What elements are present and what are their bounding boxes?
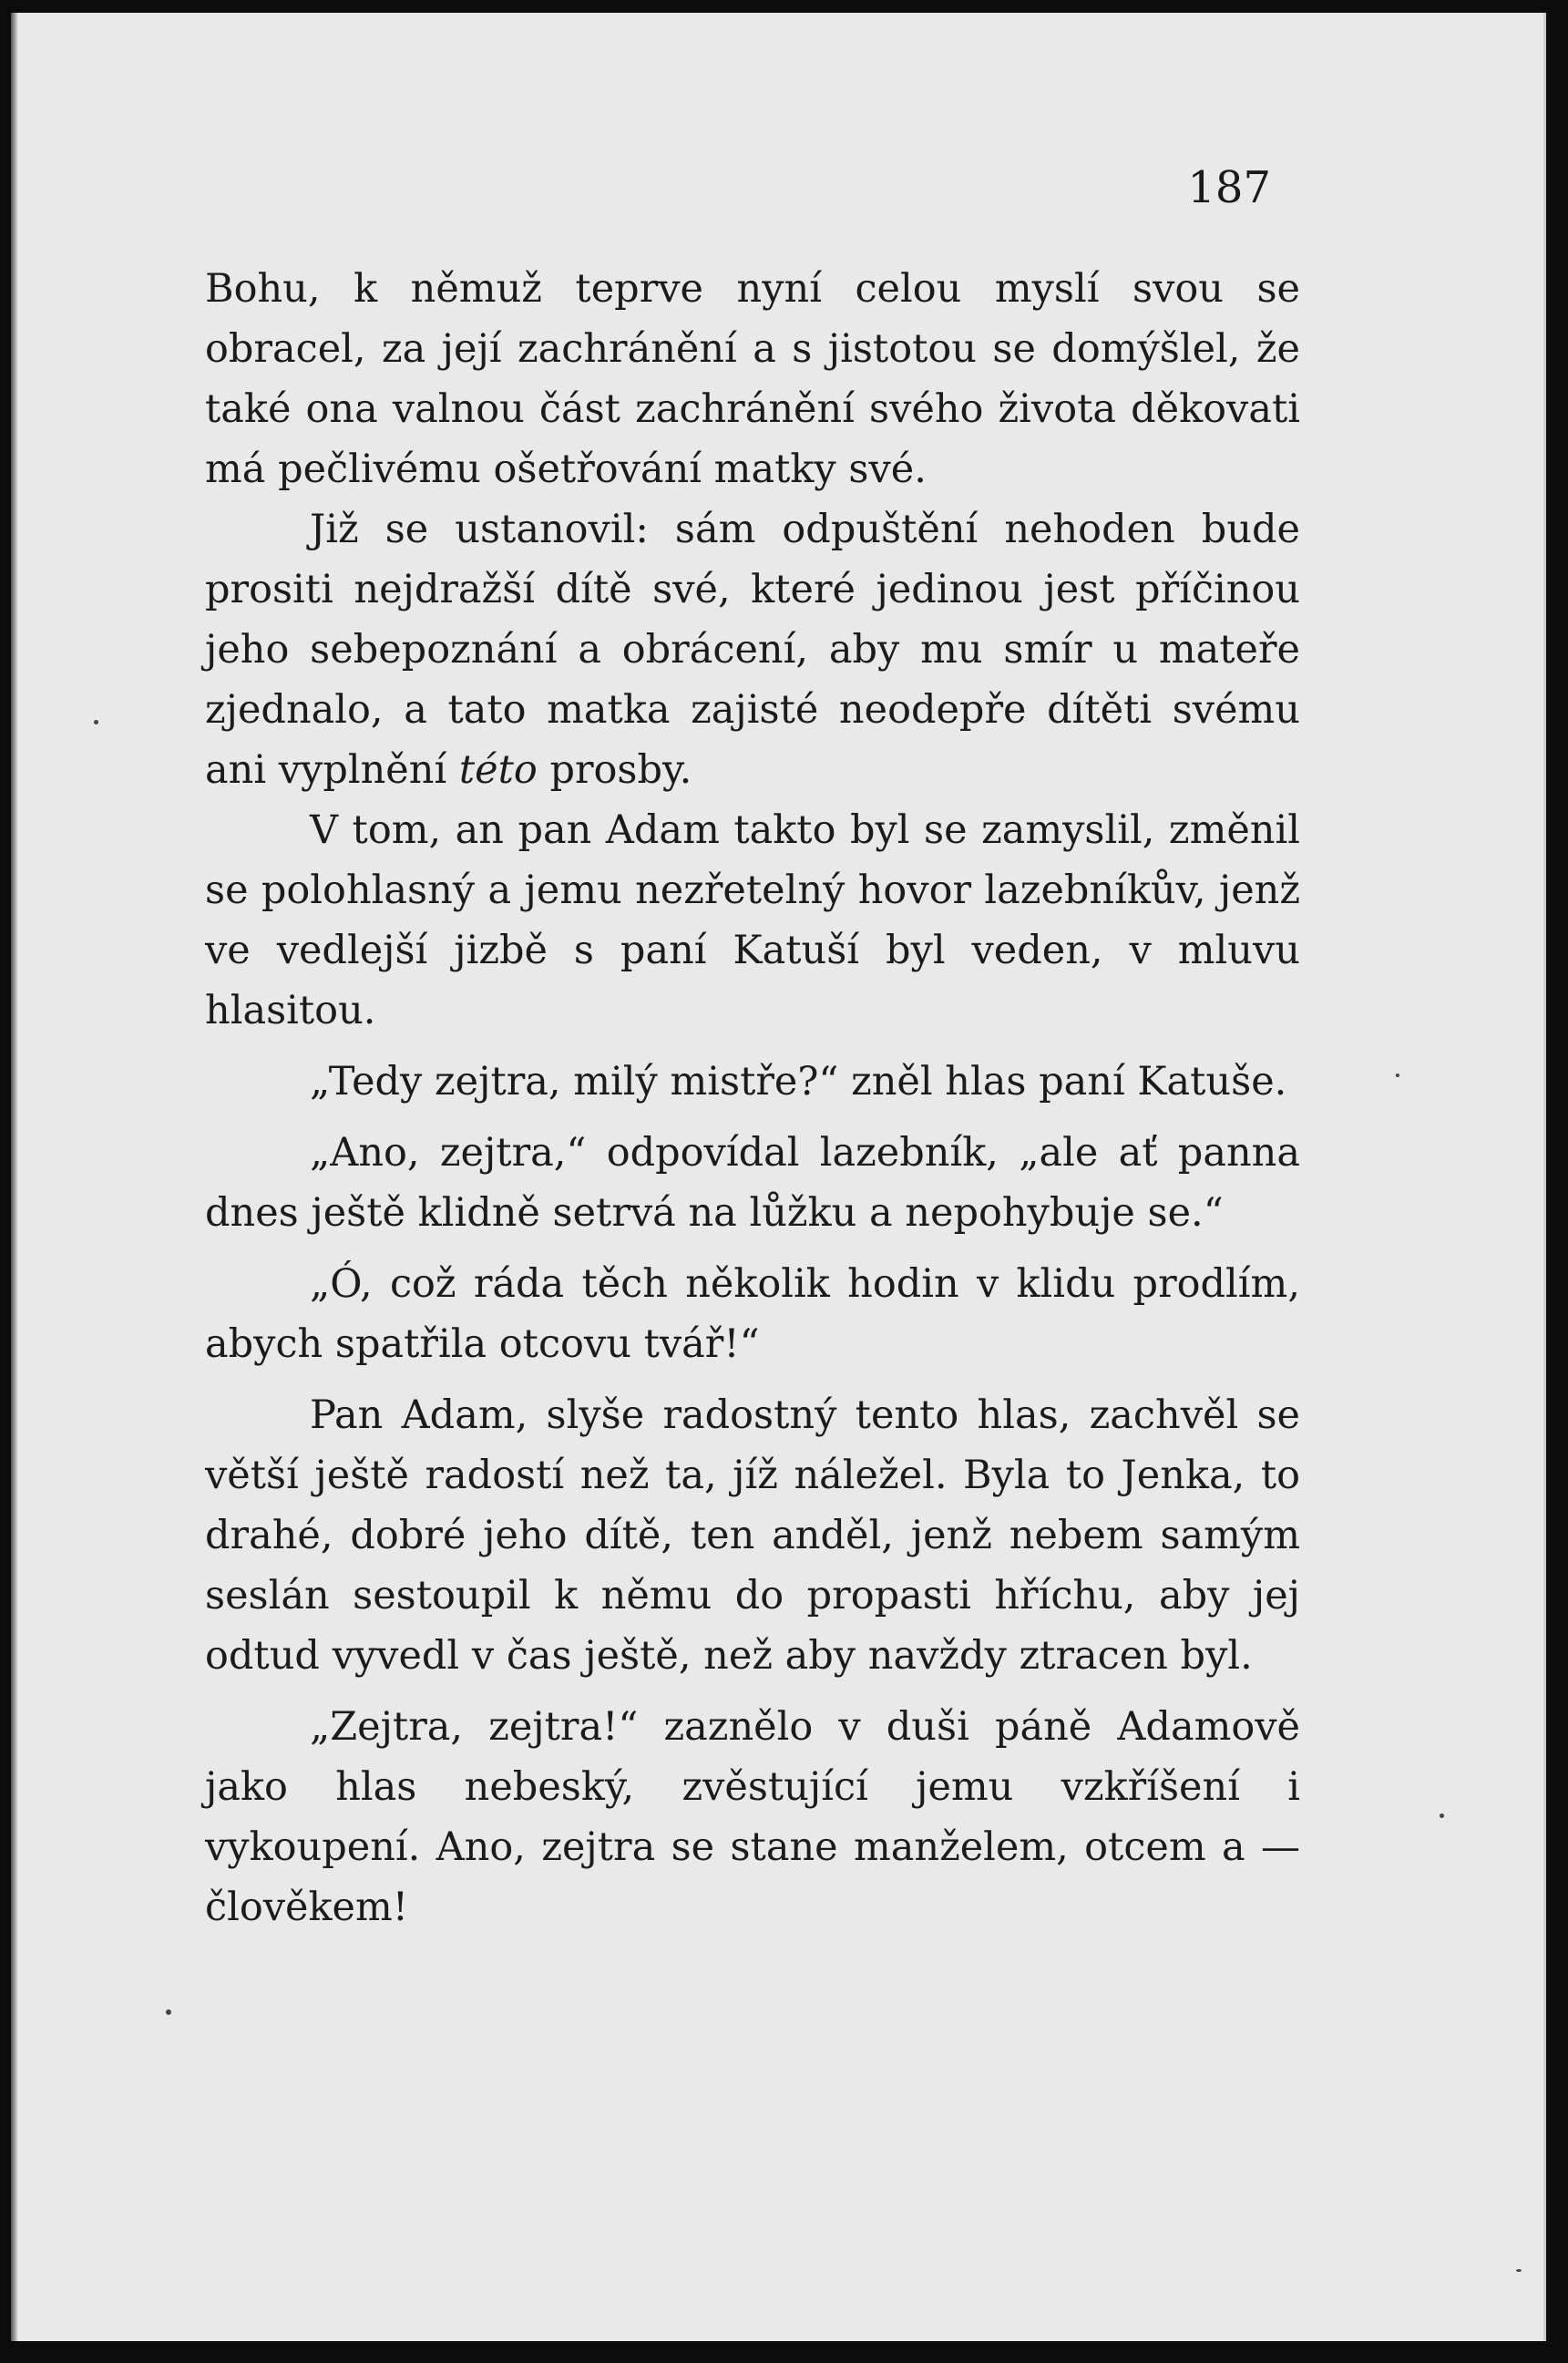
paragraph-5-text: „Ano, zejtra,“ odpovídal lazebník, „ale ať panna dnes ještě klidně setrvá na lůžku a nepohybuje se.“ bbox=[205, 1130, 1300, 1236]
paragraph-6 bbox=[205, 1254, 1300, 1374]
paragraph-5 bbox=[205, 1123, 1300, 1243]
paragraph-2-text: Již se ustanovil: sám odpuštění nehoden bude prositi nejdražší dítě své, které jedinou jest příčinou jeho sebepoznání a obrácení, aby mu smír u mateře zjednalo, a tato matka zajisté neodepře dítěti svému ani vyplnění bbox=[205, 507, 1300, 793]
page-number: 187 bbox=[1187, 162, 1271, 213]
scan-speck bbox=[166, 2009, 171, 2015]
paragraph-7 bbox=[205, 1385, 1300, 1686]
scan-speck bbox=[1516, 2269, 1522, 2272]
paragraph-6-text: „Ó, což ráda těch několik hodin v klidu prodlím, abych spatřila otcovu tvář!“ bbox=[205, 1261, 1300, 1367]
paragraph-2-emphasis: této bbox=[458, 747, 538, 793]
paragraph-1-text: Bohu, k němuž teprve nyní celou myslí svou se obracel, za její zachránění a s jistotou se domýšlel, že také ona valnou část zachránění svého života děkovati má pečlivému ošetřování matky své. bbox=[205, 266, 1300, 492]
paragraph-1 bbox=[205, 259, 1300, 499]
paragraph-3 bbox=[205, 800, 1300, 1041]
scan-speck bbox=[94, 720, 98, 724]
paragraph-4 bbox=[205, 1052, 1300, 1112]
paragraph-4-text: „Tedy zejtra, milý mistře?“ zněl hlas paní Katuše. bbox=[310, 1059, 1287, 1104]
body-text bbox=[205, 259, 1300, 1937]
scan-speck bbox=[1396, 1074, 1399, 1077]
paragraph-2 bbox=[205, 499, 1300, 800]
scan-speck bbox=[1440, 1813, 1444, 1818]
paragraph-8-text: „Zejtra, zejtra!“ zaznělo v duši páně Adamově jako hlas nebeský, zvěstující jemu vzkříšení i vykoupení. Ano, zejtra se stane manželem, otcem a — člověkem! bbox=[205, 1704, 1300, 1930]
paragraph-7-text: Pan Adam, slyše radostný tento hlas, zachvěl se větší ještě radostí než ta, jíž náležel. Byla to Jenka, to drahé, dobré jeho dítě, ten anděl, jenž nebem samým seslán sestoupil k němu do propasti hříchu, aby jej odtud vyvedl v čas ještě, než aby navždy ztracen byl. bbox=[205, 1392, 1300, 1679]
page-binding-edge bbox=[11, 13, 18, 2341]
paragraph-8 bbox=[205, 1697, 1300, 1937]
paragraph-3-text: V tom, an pan Adam takto byl se zamyslil, změnil se polohlasný a jemu nezřetelný hovor lazebníkův, jenž ve vedlejší jizbě s paní Katuší byl veden, v mluvu hlasitou. bbox=[205, 807, 1300, 1033]
paragraph-2-tail: prosby. bbox=[537, 747, 692, 793]
